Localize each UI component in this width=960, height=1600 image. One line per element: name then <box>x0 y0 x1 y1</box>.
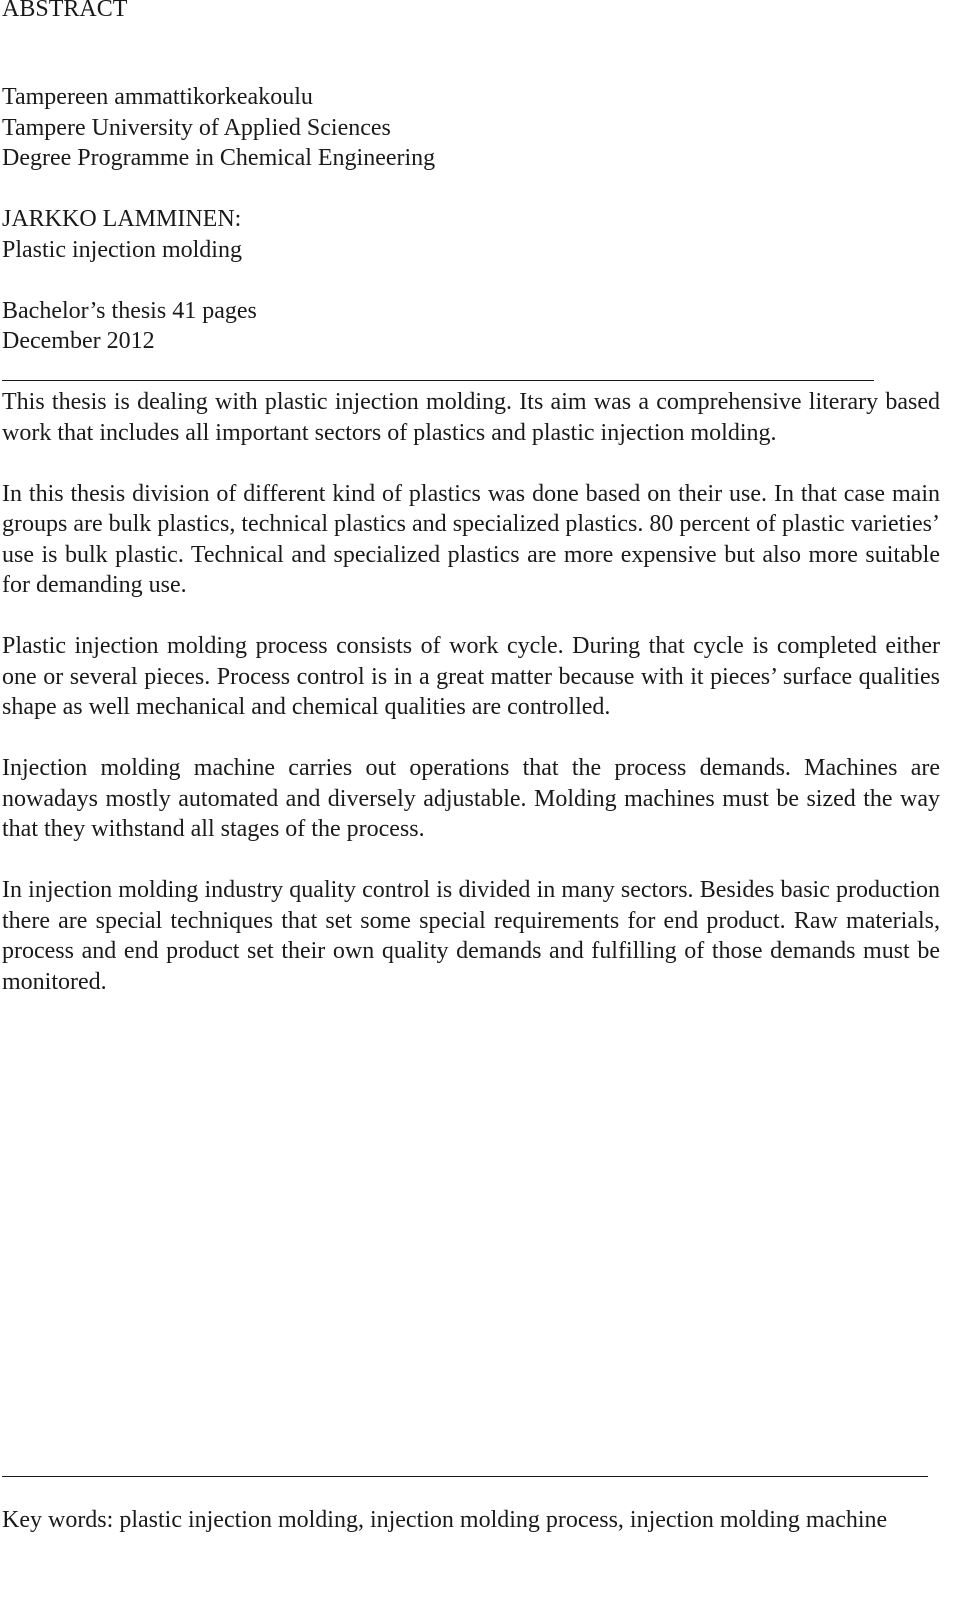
abstract-body <box>2 387 940 1028</box>
author-name: JARKKO LAMMINEN: <box>2 206 242 232</box>
degree-programme: Degree Programme in Chemical Engineering <box>2 145 436 171</box>
thesis-date: December 2012 <box>2 328 155 354</box>
keywords: Key words: plastic injection molding, injection molding process, injection molding machine <box>2 1507 888 1533</box>
abstract-paragraph-4: Injection molding machine carries out operations that the process demands. Machines are nowadays mostly automated and diversely adjustable. Molding machines must be sized the way that they withstand all stages of the process. <box>2 755 940 842</box>
abstract-paragraph-2: In this thesis division of different kind of plastics was done based on their use. In that case main groups are bulk plastics, technical plastics and specialized plastics. 80 percent of plastic varieties’ use is bulk plastic. Technical and specialized plastics are more expensive but also more suitable for demanding use. <box>2 480 940 598</box>
top-divider <box>2 380 874 381</box>
abstract-paragraph-3: Plastic injection molding process consists of work cycle. During that cycle is completed either one or several pieces. Process control is in a great matter because with it pieces’ surface qualities shape as well mechanical and chemical qualities are controlled. <box>2 633 940 720</box>
institution-name-finnish: Tampereen ammattikorkeakoulu <box>2 84 313 110</box>
abstract-page <box>2 0 940 1600</box>
abstract-heading: ABSTRACT <box>2 0 128 22</box>
abstract-paragraph-5: In injection molding industry quality control is divided in many sectors. Besides basic production there are special techniques that set some special requirements for end product. Raw materials, process and end product set their own quality demands and fulfilling of those demands must be monitored. <box>2 877 940 995</box>
bottom-divider <box>2 1476 928 1477</box>
thesis-info: Bachelor’s thesis 41 pages <box>2 297 257 324</box>
institution-name-english: Tampere University of Applied Sciences <box>2 114 391 141</box>
thesis-header <box>2 82 435 357</box>
thesis-title: Plastic injection molding <box>2 236 242 263</box>
abstract-paragraph-1: This thesis is dealing with plastic injection molding. Its aim was a comprehensive literary based work that includes all important sectors of plastics and plastic injection molding. <box>2 389 940 446</box>
